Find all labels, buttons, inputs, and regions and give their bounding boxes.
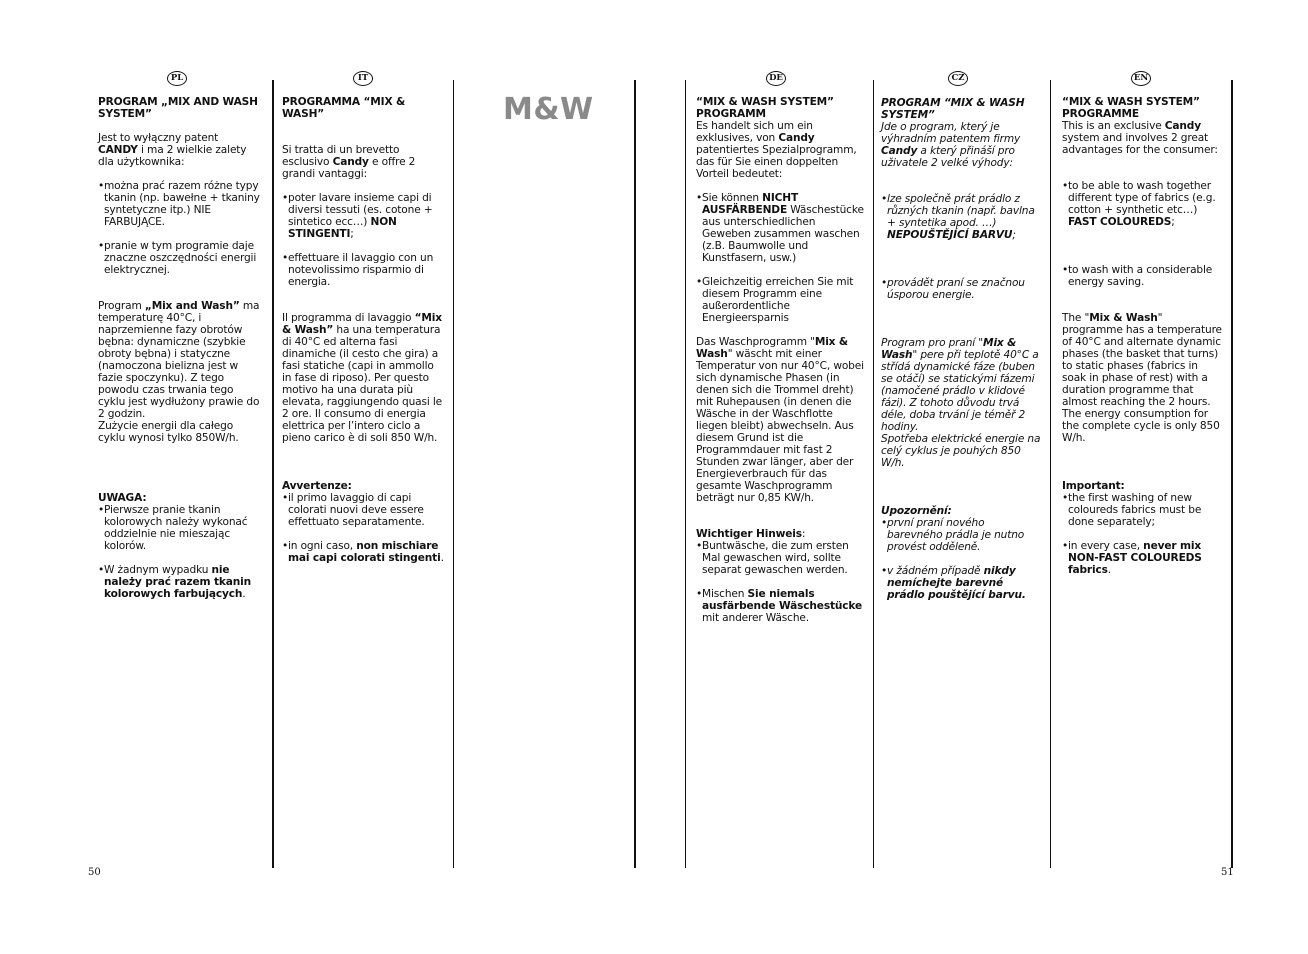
warning-item: • Buntwäsche, die zum ersten Mal gewaschen wird, sollte separat gewaschen werden. xyxy=(696,540,849,576)
program-paragraph: Program pro praní "Mix & Wash" pere při teplotě 40°C a střídá dynamické fáze (buben se otáčí) se statickými fázemi (namočené prádlo v klidové fázi). Z tohoto důvodu trvá déle, doba trvání je téměř 2 hodiny. xyxy=(881,337,1039,433)
bullet-item: • lze společně prát prádlo z různých tkanin (např. bavlna + syntetika apod. …) NEPOUŠTĚJÍCÍ BARVU; xyxy=(881,193,1035,241)
section-title: “MIX & WASH SYSTEM” PROGRAMME xyxy=(1062,96,1200,120)
warning-item: • v žádném případě nikdy nemíchejte barevné prádlo pouštějící barvu. xyxy=(881,565,1026,601)
warning-title: Avvertenze: xyxy=(282,480,352,492)
warning-item: • in ogni caso, non mischiare mai capi colorati stingenti. xyxy=(282,540,444,564)
column-cz xyxy=(881,96,1041,601)
program-paragraph: Das Waschprogramm "Mix & Wash" wäscht mit einer Temperatur von nur 40°C, wobei sich dynamische Phasen (in denen sich die Trommel dreht) mit Ruhepausen (in denen die Wäsche in der Waschflotte liegen bleibt) abwechseln. Aus diesem Grund ist die Programmdauer mit fast 2 Stunden zwar länger, aber der Energieverbrauch für das gesamte Waschprogramm beträgt nur 0,85 KW/h. xyxy=(696,336,864,504)
bullet-item: • to be able to wash together different type of fabrics (e.g. cotton + synthetic etc…) FAST COLOUREDS; xyxy=(1062,180,1216,228)
language-badge-pl: PL xyxy=(167,71,187,86)
energy-paragraph: Spotřeba elektrické energie na celý cyklus je pouhých 850 W/h. xyxy=(881,433,1041,469)
column-en xyxy=(1062,96,1222,576)
warning-item: • il primo lavaggio di capi colorati nuovi deve essere effettuato separatamente. xyxy=(282,492,425,528)
bullet-item: • Gleichzeitig erreichen Sie mit diesem Programm eine außerordentliche Energieersparnis xyxy=(696,276,854,324)
warning-title: Important: xyxy=(1062,480,1125,492)
warning-item: • the first washing of new coloureds fabrics must be done separately; xyxy=(1062,492,1202,528)
bullet-item: • to wash with a considerable energy saving. xyxy=(1062,264,1213,288)
mw-heading: M&W xyxy=(503,92,594,127)
bullet-item: • poter lavare insieme capi di diversi tessuti (es. cotone + sintetico ecc…) NON STINGENTI; xyxy=(282,192,433,240)
language-badge-de: DE xyxy=(766,71,786,86)
warning-item: • in every case, never mix NON-FAST COLOUREDS fabrics. xyxy=(1062,540,1202,576)
divider-cz-en xyxy=(1050,80,1051,868)
section-title: PROGRAMMA “MIX & WASH” xyxy=(282,96,406,120)
language-badge-cz: CZ xyxy=(948,71,968,86)
warning-title: Wichtiger Hinweis: xyxy=(696,528,806,540)
language-badge-it: IT xyxy=(353,71,373,86)
bullet-item: • effettuare il lavaggio con un notevolissimo risparmio di energia. xyxy=(282,252,434,288)
column-de xyxy=(696,96,866,624)
warning-item: • první praní nového barevného prádla je nutno provést odděleně. xyxy=(881,517,1025,553)
program-paragraph: Il programma di lavaggio “Mix & Wash” ha una temperatura di 40°C ed alterna fasi dinamiche (il cesto che gira) a fasi statiche (capi in ammollo in fase di riposo). Per questo motivo ha una durata più elevata, raggiungendo quasi le 2 ore. Il consumo di energia elettrica per l’intero ciclo a pieno carico è di soli 850 W/h. xyxy=(282,312,443,444)
intro-paragraph: This is an exclusive Candy system and involves 2 great advantages for the consumer: xyxy=(1062,120,1218,156)
bullet-item: • Sie können NICHT AUSFÄRBENDE Wäschestücke aus unterschiedlichen Geweben zusammen waschen (z.B. Baumwolle und Kunstfasern, usw.) xyxy=(696,192,864,264)
program-paragraph: The "Mix & Wash" programme has a temperature of 40°C and alternate dynamic phases (the basket that turns) to static phases (fabrics in soak in phase of rest) with a duration programme that almost reaching the 2 hours. The energy consumption for the complete cycle is only 850 W/h. xyxy=(1062,312,1222,444)
divider-right-edge xyxy=(1231,80,1233,868)
divider-it-mw xyxy=(453,80,454,868)
warning-item: • Mischen Sie niemals ausfärbende Wäschestücke mit anderer Wäsche. xyxy=(696,588,863,624)
intro-paragraph: Es handelt sich um ein exklusives, von Candy patentiertes Spezialprogramm, das für Sie einen doppelten Vorteil bedeutet: xyxy=(696,120,857,180)
section-title: PROGRAM “MIX & WASH SYSTEM” xyxy=(881,97,1025,121)
page-number-right: 51 xyxy=(1221,867,1234,878)
warning-item: • W żadnym wypadku nie należy prać razem tkanin kolorowych farbujących. xyxy=(98,564,252,600)
column-it xyxy=(282,96,446,564)
divider-spine xyxy=(634,80,636,868)
divider-pl-it xyxy=(272,80,274,868)
section-title: “MIX & WASH SYSTEM” PROGRAMM xyxy=(696,96,834,120)
page-number-left: 50 xyxy=(88,867,101,878)
section-title: PROGRAM „MIX AND WASH SYSTEM” xyxy=(98,96,258,120)
intro-paragraph: Jest to wyłączny patent CANDY i ma 2 wielkie zalety dla użytkownika: xyxy=(98,132,247,168)
language-badge-en: EN xyxy=(1131,71,1151,86)
intro-paragraph: Si tratta di un brevetto esclusivo Candy e offre 2 grandi vantaggi: xyxy=(282,144,416,180)
warning-title: Upozornění: xyxy=(881,505,952,517)
energy-paragraph: Zużycie energii dla całego cyklu wynosi tylko 850W/h. xyxy=(98,420,239,444)
divider-de-cz xyxy=(873,80,874,868)
intro-paragraph: Jde o program, který je výhradním patentem firmy Candy a který přináší pro uživatele 2 velké výhody: xyxy=(881,121,1021,169)
divider-left-de xyxy=(685,80,686,868)
bullet-item: • pranie w tym programie daje znaczne oszczędności energii elektrycznej. xyxy=(98,240,257,276)
warning-title: UWAGA: xyxy=(98,492,147,504)
warning-item: • Pierwsze pranie tkanin kolorowych należy wykonać oddzielnie nie mieszając kolorów. xyxy=(98,504,248,552)
program-paragraph: Program „Mix and Wash” ma temperaturę 40°C, i naprzemienne fazy obrotów bębna: dynamiczne (szybkie obroty bębna) i statyczne (namoczona bielizna jest w fazie spoczynku). Z tego powodu czas trwania tego cyklu jest wydłużony prawie do 2 godzin. xyxy=(98,300,260,420)
bullet-item: • można prać razem różne typy tkanin (np. bawełne + tkaniny syntetyczne itp.) NIE FARBUJĄCE. xyxy=(98,180,260,228)
column-pl xyxy=(98,96,260,600)
bullet-item: • provádět praní se značnou úsporou energie. xyxy=(881,277,1025,301)
